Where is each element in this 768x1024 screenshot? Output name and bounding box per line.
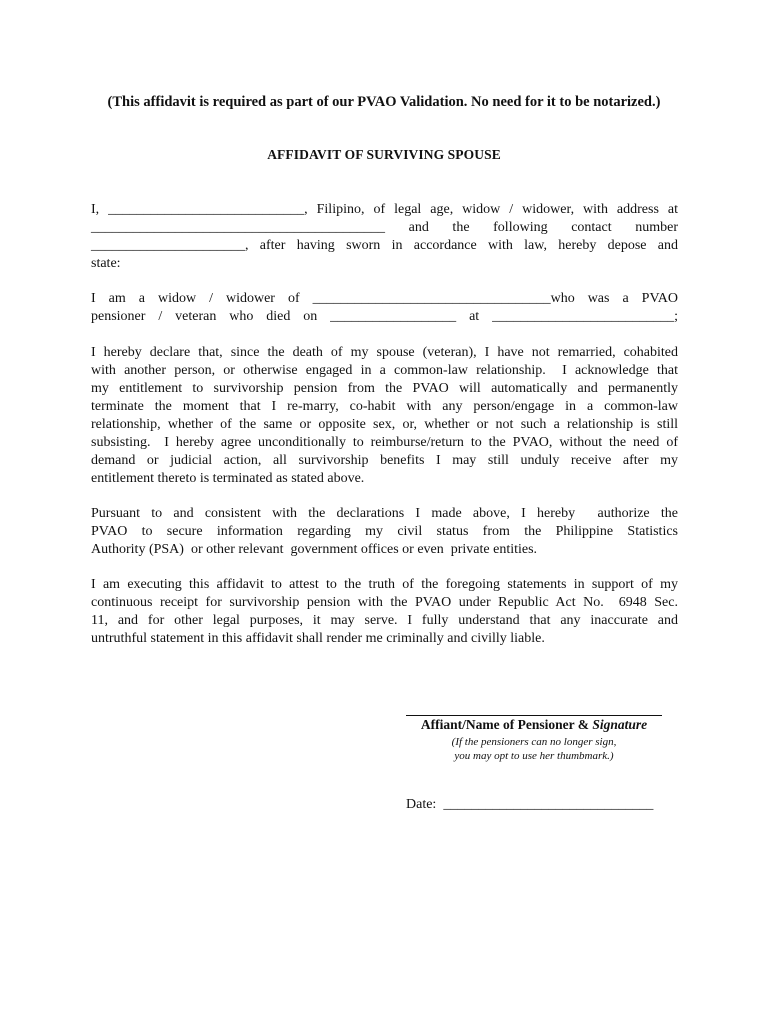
- paragraph-line: pensioner / veteran who died on __________________ at __________________________;: [91, 309, 678, 324]
- paragraph-line: __________________________________________ and the following contact number: [91, 220, 678, 235]
- paragraph-line: my entitlement to survivorship pension from the PVAO will automatically and permanently: [91, 381, 678, 396]
- paragraph-line: subsisting. I hereby agree unconditionally to reimburse/return to the PVAO, without the need of: [91, 435, 678, 450]
- paragraph-line: 11, and for other legal purposes, it may serve. I fully understand that any inaccurate and: [91, 613, 678, 628]
- date-label: Date:: [406, 797, 437, 812]
- signature-caption-emphasis: Signature: [592, 717, 648, 732]
- declaration-paragraph: [91, 344, 678, 488]
- paragraph-line: I am executing this affidavit to attest to the truth of the foregoing statements in support of my: [91, 577, 678, 592]
- paragraph-line: with another person, or otherwise engaged in a common-law relationship. I acknowledge that: [91, 363, 678, 378]
- paragraph-line: relationship, whether of the same or opposite sex, or, whether or not such a relationship is still: [91, 417, 678, 432]
- signature-line: [406, 715, 662, 716]
- paragraph-line: Pursuant to and consistent with the declarations I made above, I hereby authorize the: [91, 506, 678, 521]
- paragraph-line: I am a widow / widower of __________________________________who was a PVAO: [91, 291, 678, 306]
- document-title: AFFIDAVIT OF SURVIVING SPOUSE: [267, 147, 501, 162]
- validation-notice: (This affidavit is required as part of our PVAO Validation. No need for it to be notarized.): [107, 94, 661, 110]
- paragraph-line: I hereby declare that, since the death of my spouse (veteran), I have not remarried, cohabited: [91, 345, 678, 360]
- paragraph-line: continuous receipt for survivorship pension with the PVAO under Republic Act No. 6948 Sec.: [91, 595, 678, 610]
- signature-caption: [398, 717, 670, 733]
- signature-caption-text: Affiant/Name of Pensioner &: [420, 717, 593, 732]
- thumbmark-note-line-1: (If the pensioners can no longer sign,: [451, 736, 617, 748]
- paragraph-line: terminate the moment that I re-marry, co-habit with any person/engage in a common-law: [91, 399, 678, 414]
- authorization-paragraph: [91, 505, 678, 559]
- date-blank: ______________________________: [436, 797, 654, 812]
- paragraph-line: ______________________, after having sworn in accordance with law, hereby depose and: [91, 238, 678, 253]
- execution-paragraph: [91, 576, 678, 648]
- paragraph-line: untruthful statement in this affidavit shall render me criminally and civilly liable.: [91, 631, 545, 646]
- intro-paragraph: [91, 201, 678, 273]
- paragraph-line: state:: [91, 256, 121, 271]
- paragraph-line: PVAO to secure information regarding my civil status from the Philippine Statistics: [91, 524, 678, 539]
- paragraph-line: Authority (PSA) or other relevant government offices or even private entities.: [91, 542, 538, 557]
- widow-paragraph: [91, 290, 678, 326]
- thumbmark-note-line-2: you may opt to use her thumbmark.): [454, 750, 614, 762]
- paragraph-line: demand or judicial action, all survivorship benefits I may still unduly receive after my: [91, 453, 678, 468]
- paragraph-line: I, ____________________________, Filipino, of legal age, widow / widower, with address at: [91, 202, 678, 217]
- paragraph-line: entitlement thereto is terminated as stated above.: [91, 471, 365, 486]
- date-field: [406, 797, 653, 813]
